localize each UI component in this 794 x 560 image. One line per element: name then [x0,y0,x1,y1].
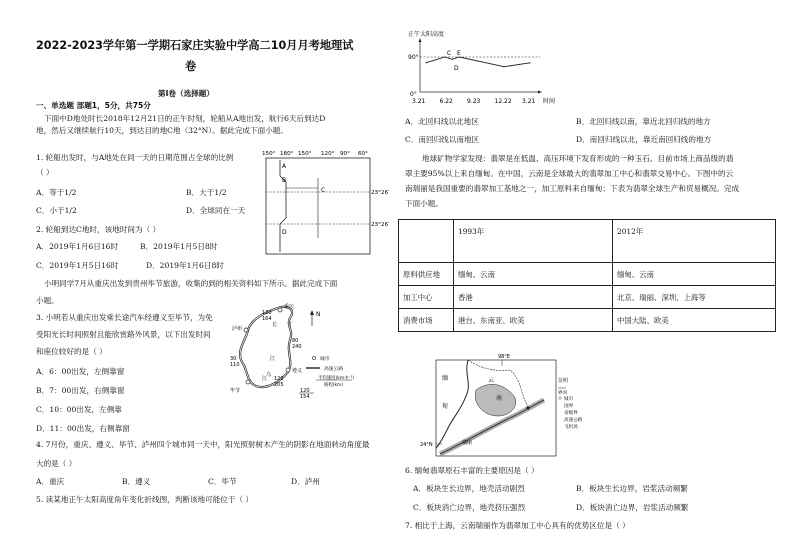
chart-ytick: 0° [410,91,417,98]
chart-ytick: 90° [408,54,419,61]
q6-option-c[interactable]: C．板块消亡边界，地壳挤压强烈 [413,503,526,512]
route-number: 164 [262,316,272,322]
chart-point [444,56,445,57]
q4-option-a[interactable]: A．重庆 [36,477,65,486]
table-cell: 香港 [454,286,613,309]
legend-speed: 平均速度(km·h⁻¹) [318,376,355,381]
legend-distance: 路程(km) [324,383,344,388]
q3-option-d[interactable]: D．11：00出发，右侧靠窗 [36,424,130,433]
legend-item: 高速公路 [564,418,583,423]
table-cell: 2012年 [613,220,776,263]
noon-sun-altitude-chart [398,30,556,112]
chart-xtick: 9.23 [467,98,481,105]
table-cell: 加工中心 [399,286,454,309]
q5-option-a[interactable]: A．北回归线以北地区 [405,117,479,126]
chart-annotation-d: D [454,65,459,72]
map3-label: 瑞丽 [462,440,473,446]
legend-item: 飞机场 [564,425,578,430]
map1-top-labels [262,151,368,157]
chart-series-line [426,57,530,67]
table-cell: 缅甸、云南 [613,263,776,286]
city-label-bijie: 毕节 [230,388,241,394]
map1-lon-label: 90° [340,151,350,157]
map1-lat-label: 23°26′ [371,190,390,196]
legend-highway: 高速公路 [324,367,344,372]
table-cell: 消费市场 [399,309,454,332]
legend-number: 154 [300,394,310,400]
route-number: 120 [262,310,272,316]
chart-xlabel: 时间 [543,98,556,105]
city-label-chongqing: 重庆 [284,304,295,310]
table-cell [399,220,454,263]
q5-option-c[interactable]: C．南回归线以南地区 [405,135,480,144]
north-label: N [316,311,321,318]
q3-option-a[interactable]: A．6：00出发，左侧靠窗 [36,367,125,376]
q4-line1: 4. 7月份，重庆、遵义、毕节、泸州四个城市同一天中，阳光照射树木产生的阴影在地面转动角度最 [36,440,370,449]
map3-label: 云 [488,377,495,384]
q1-option-a[interactable]: A．等于1/2 [36,188,77,197]
route-number: 110 [230,362,240,368]
city-marker-zunyi [286,368,290,372]
table-cell: 港台、东南亚、欧美 [454,309,613,332]
map3-label: 甸 [442,403,449,410]
intro3-line1: 地球矿物学家发现：翡翠是在低温、高压环境下发育形成的一种玉石。目前市场上商品级的翡 [422,154,734,163]
map1-point-b: B [282,177,287,184]
chart-point [503,66,504,67]
map1-lon-label: 180° [280,151,294,157]
q1-option-c[interactable]: C．小于1/2 [36,206,77,215]
city-marker-luzhou [244,328,248,332]
legend-item: 城市 [564,397,574,402]
intro3-line3: 南瑞丽是我国重要的翡翠加工基地之一，加工原料来自缅甸；下表为翡翠全球生产和贸易概况。完成 [405,184,740,193]
route-number: 30 [230,356,237,362]
chart-xtick: 12.22 [494,98,512,105]
river-label: 丁 [288,322,294,328]
city-label-luzhou: 泸州 [232,326,243,332]
chart-annotation-c: C [447,50,452,57]
chart-point [451,59,452,60]
river-label: 江 [262,376,268,382]
chart-ylabel: 正午太阳高度 [408,31,445,38]
chart-point [529,62,530,63]
q3-line1: 3. 小明若从重庆出发乘长途汽车经遵义至毕节，为免 [36,313,213,322]
section1-heading: 一、单选题 部题1，5分，共75分 [36,101,151,110]
legend-item: 省级界 [564,411,578,416]
river-label: 乌 [266,372,272,378]
intro1-line2: 地，然后又继续航行10天，到达目的地C地（32°N）。据此完成下面小题。 [36,126,288,135]
legend-item: 国界 [564,404,574,409]
map1-lon-label: 150° [298,151,312,157]
table-cell: 原料供应地 [399,263,454,286]
intro3-line2: 翠主要95%以上来自缅甸。在中国，云南是全球最大的翡翠加工中心和翡翠交易中心。下图中的云 [405,169,734,178]
map3-label: 南 [496,395,503,402]
chart-annotation-e: E [457,50,461,57]
city-marker-chongqing [278,308,282,312]
map1-point-d: D [282,229,287,236]
q2-stem: 2. 轮船到达C地时，该地时间为（ ） [36,225,161,234]
map1-lon-label: 150° [262,151,276,157]
q6-option-a[interactable]: A．板块生长边界，地壳活动剧烈 [413,484,525,493]
intro3-line4: 下面小题。 [405,199,443,208]
table-cell: 中国大陆、欧美 [613,309,776,332]
q3-line3: 和座位较好的是（ ） [36,347,107,356]
q6-option-d[interactable]: D．板块消亡边界，岩浆活动频繁 [576,503,689,512]
chart-point [425,62,426,63]
q4-option-b[interactable]: B．遵义 [122,477,151,486]
table-cell: 缅甸、云南 [454,263,613,286]
exam-title-line2: 卷 [185,60,197,73]
part1-header: 第Ⅰ卷（选择题） [158,89,214,98]
route-number: 120 [274,376,284,382]
table-header-row [399,220,776,263]
map1-lon-label: 120° [321,151,335,157]
river-label: 江 [270,356,276,362]
exam-title-line1: 2022-2023学年第一学期石家庄实验中学高二10月月考地理试 [36,39,354,52]
q1-option-b[interactable]: B．大于1/2 [186,188,227,197]
map3-lat-label: 24°N [420,442,433,448]
q3-option-c[interactable]: C．10：00出发，左侧靠 [36,405,122,414]
q2-option-d[interactable]: D．2019年1月6日8时 [146,261,224,270]
legend-number: 120 [300,388,310,394]
q4-option-d[interactable]: D．泸州 [291,477,320,486]
q2-option-a[interactable]: A．2019年1月6日16时 [36,242,119,251]
intro1-line1: 下面中D地处时长2018年12月21日的正午时刻，轮船从A地出发，航行6天后到达D [44,114,326,123]
table-row [399,286,776,309]
intro2-line1: 小明同学7月从重庆出发到贵州毕节旅游，收集的到的相关资料如下所示。据此完成下面 [44,279,338,288]
q4-line2: 大的是（ ） [36,459,77,468]
q5-option-d[interactable]: D．南回归线以北，靠近南回归线的地方 [576,135,712,144]
chart-xtick: 3.21 [412,98,426,105]
legend-kunming: 昆明 [558,378,569,384]
q2-option-b[interactable]: B．2019年1月5日8时 [140,242,218,251]
table-row [399,309,776,332]
q4-option-c[interactable]: C．毕节 [208,477,237,486]
q1-option-d[interactable]: D．全球同在一天 [186,206,246,215]
chart-xtick: 3.21 [522,98,536,105]
q6-stem: 6. 缅甸翡翠原石丰富的主要原因是（ ） [405,466,539,475]
map1-point-c: C [321,187,326,194]
city-label-zunyi: 遵义 [292,368,303,374]
map3-lon-label: 98°E [498,354,511,360]
map1-point-a: A [282,163,287,170]
q1-stem: 1. 轮船出发时，与A地处在同一天的日期范围占全球的比例 [36,153,234,162]
map1-lon-label: 60° [358,151,368,157]
q3-option-b[interactable]: B．7：00出发，右侧靠窗 [36,386,125,395]
chart-xtick: 6.22 [439,98,453,105]
river-label: 长 [272,322,278,328]
q6-option-b[interactable]: B．板块生长边界，岩浆活动频繁 [576,484,688,493]
q2-option-c[interactable]: C．2019年1月5日16时 [36,261,119,270]
route-number: 205 [274,382,284,388]
jadeite-table [398,219,776,332]
route-map [228,300,378,400]
legend-item: 界河 [558,391,568,396]
legend-city: 城市 [320,357,330,362]
map3-label: 缅 [442,375,449,382]
q3-line2: 受阳光长时间照射且能欣赏路外风景，以下出发时间 [36,330,211,339]
city-marker-bijie [246,380,250,384]
table-cell: 1993年 [454,220,613,263]
table-row [399,263,776,286]
intro2-line2: 小题。 [36,296,59,305]
q7-stem: 7. 相比于上海，云南瑞丽作为翡翠加工中心具有的优势区位是（ ） [405,521,630,530]
q5-option-b[interactable]: B．北回归线以南，靠近北回归线的地方 [576,117,711,126]
map3-legend [558,388,583,430]
dateline-map [258,148,388,260]
yunnan-myanmar-map [410,350,583,460]
q5-stem: 5. 读某地正午太阳高度角年变化折线图，判断该地可能位于（ ） [36,495,254,504]
map1-lat-label: 23°26′ [371,222,390,228]
q1-paren: （ ） [36,168,54,177]
route-number: 240 [292,344,302,350]
route-number: 80 [292,338,299,344]
table-cell: 北京、瑞丽、深圳、上海等 [613,286,776,309]
